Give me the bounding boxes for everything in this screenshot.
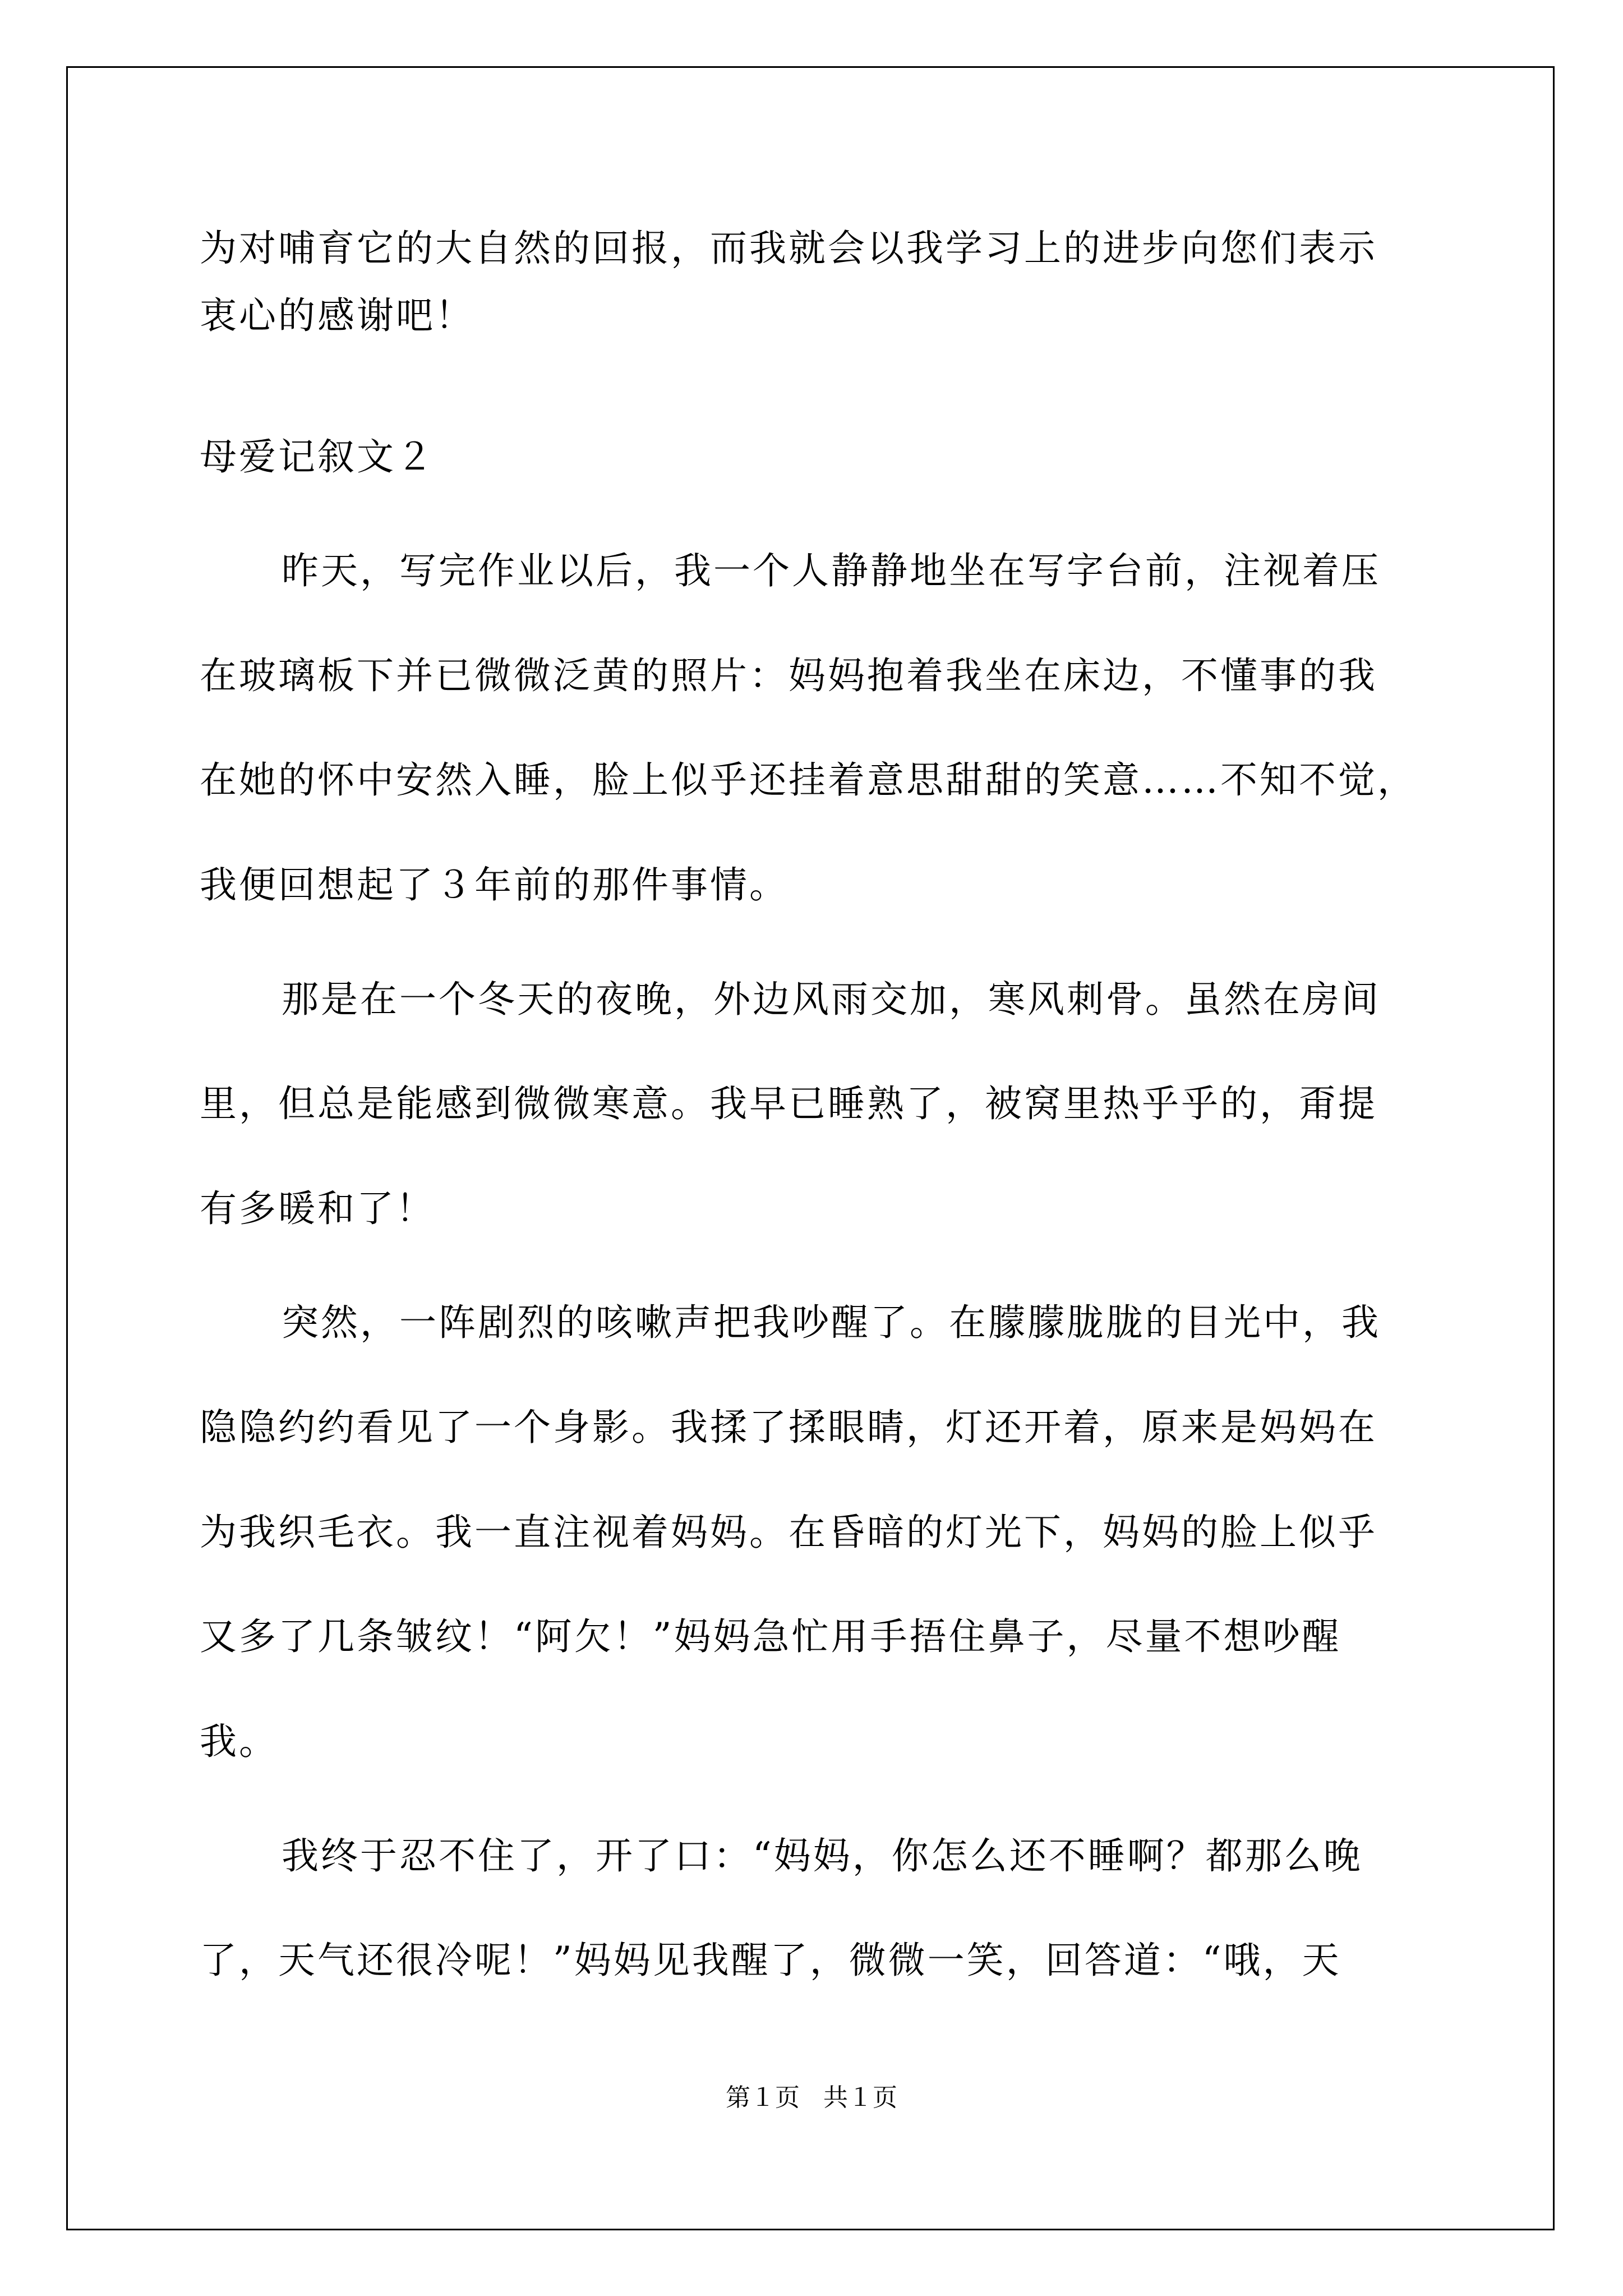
section-title: 母爱记叙文２: [200, 435, 435, 478]
text-line: 我便回想起了３年前的那件事情。: [200, 863, 789, 907]
text-line: 有多暖和了！: [200, 1187, 435, 1230]
text-line: 在她的怀中安然入睡，脸上似乎还挂着意思甜甜的笑意……不知不觉，: [200, 758, 1417, 802]
page-footer: [0, 2083, 1623, 2112]
text-line: 为我织毛衣。我一直注视着妈妈。在昏暗的灯光下，妈妈的脸上似乎: [200, 1511, 1377, 1554]
text-line: 里，但总是能感到微微寒意。我早已睡熟了，被窝里热乎乎的，甭提: [200, 1082, 1377, 1125]
text-line: 我。: [200, 1720, 278, 1763]
text-line: 那是在一个冬天的夜晚，外边风雨交加，寒风刺骨。虽然在房间: [282, 978, 1381, 1021]
page-total: 共１页: [823, 2083, 897, 2112]
text-line: 衷心的感谢吧！: [200, 294, 474, 337]
text-line: 昨天，写完作业以后，我一个人静静地坐在写字台前，注视着压: [282, 549, 1381, 592]
text-line: 了，天气还很冷呢！”妈妈见我醒了，微微一笑，回答道：“哦，天: [200, 1939, 1341, 1982]
text-line: 突然，一阵剧烈的咳嗽声把我吵醒了。在朦朦胧胧的目光中，我: [282, 1301, 1381, 1344]
text-line: 我终于忍不住了，开了口：“妈妈，你怎么还不睡啊？都那么晚: [282, 1834, 1363, 1878]
text-line: 又多了几条皱纹！“阿欠！”妈妈急忙用手捂住鼻子，尽量不想吵醒: [200, 1615, 1341, 1658]
text-line: 隐隐约约看见了一个身影。我揉了揉眼睛，灯还开着，原来是妈妈在: [200, 1406, 1377, 1449]
text-line: 在玻璃板下并已微微泛黄的照片：妈妈抱着我坐在床边，不懂事的我: [200, 654, 1377, 697]
page-number: 第１页: [726, 2083, 800, 2112]
text-line: 为对哺育它的大自然的回报，而我就会以我学习上的进步向您们表示: [200, 227, 1377, 270]
page-border: [66, 66, 1555, 2230]
